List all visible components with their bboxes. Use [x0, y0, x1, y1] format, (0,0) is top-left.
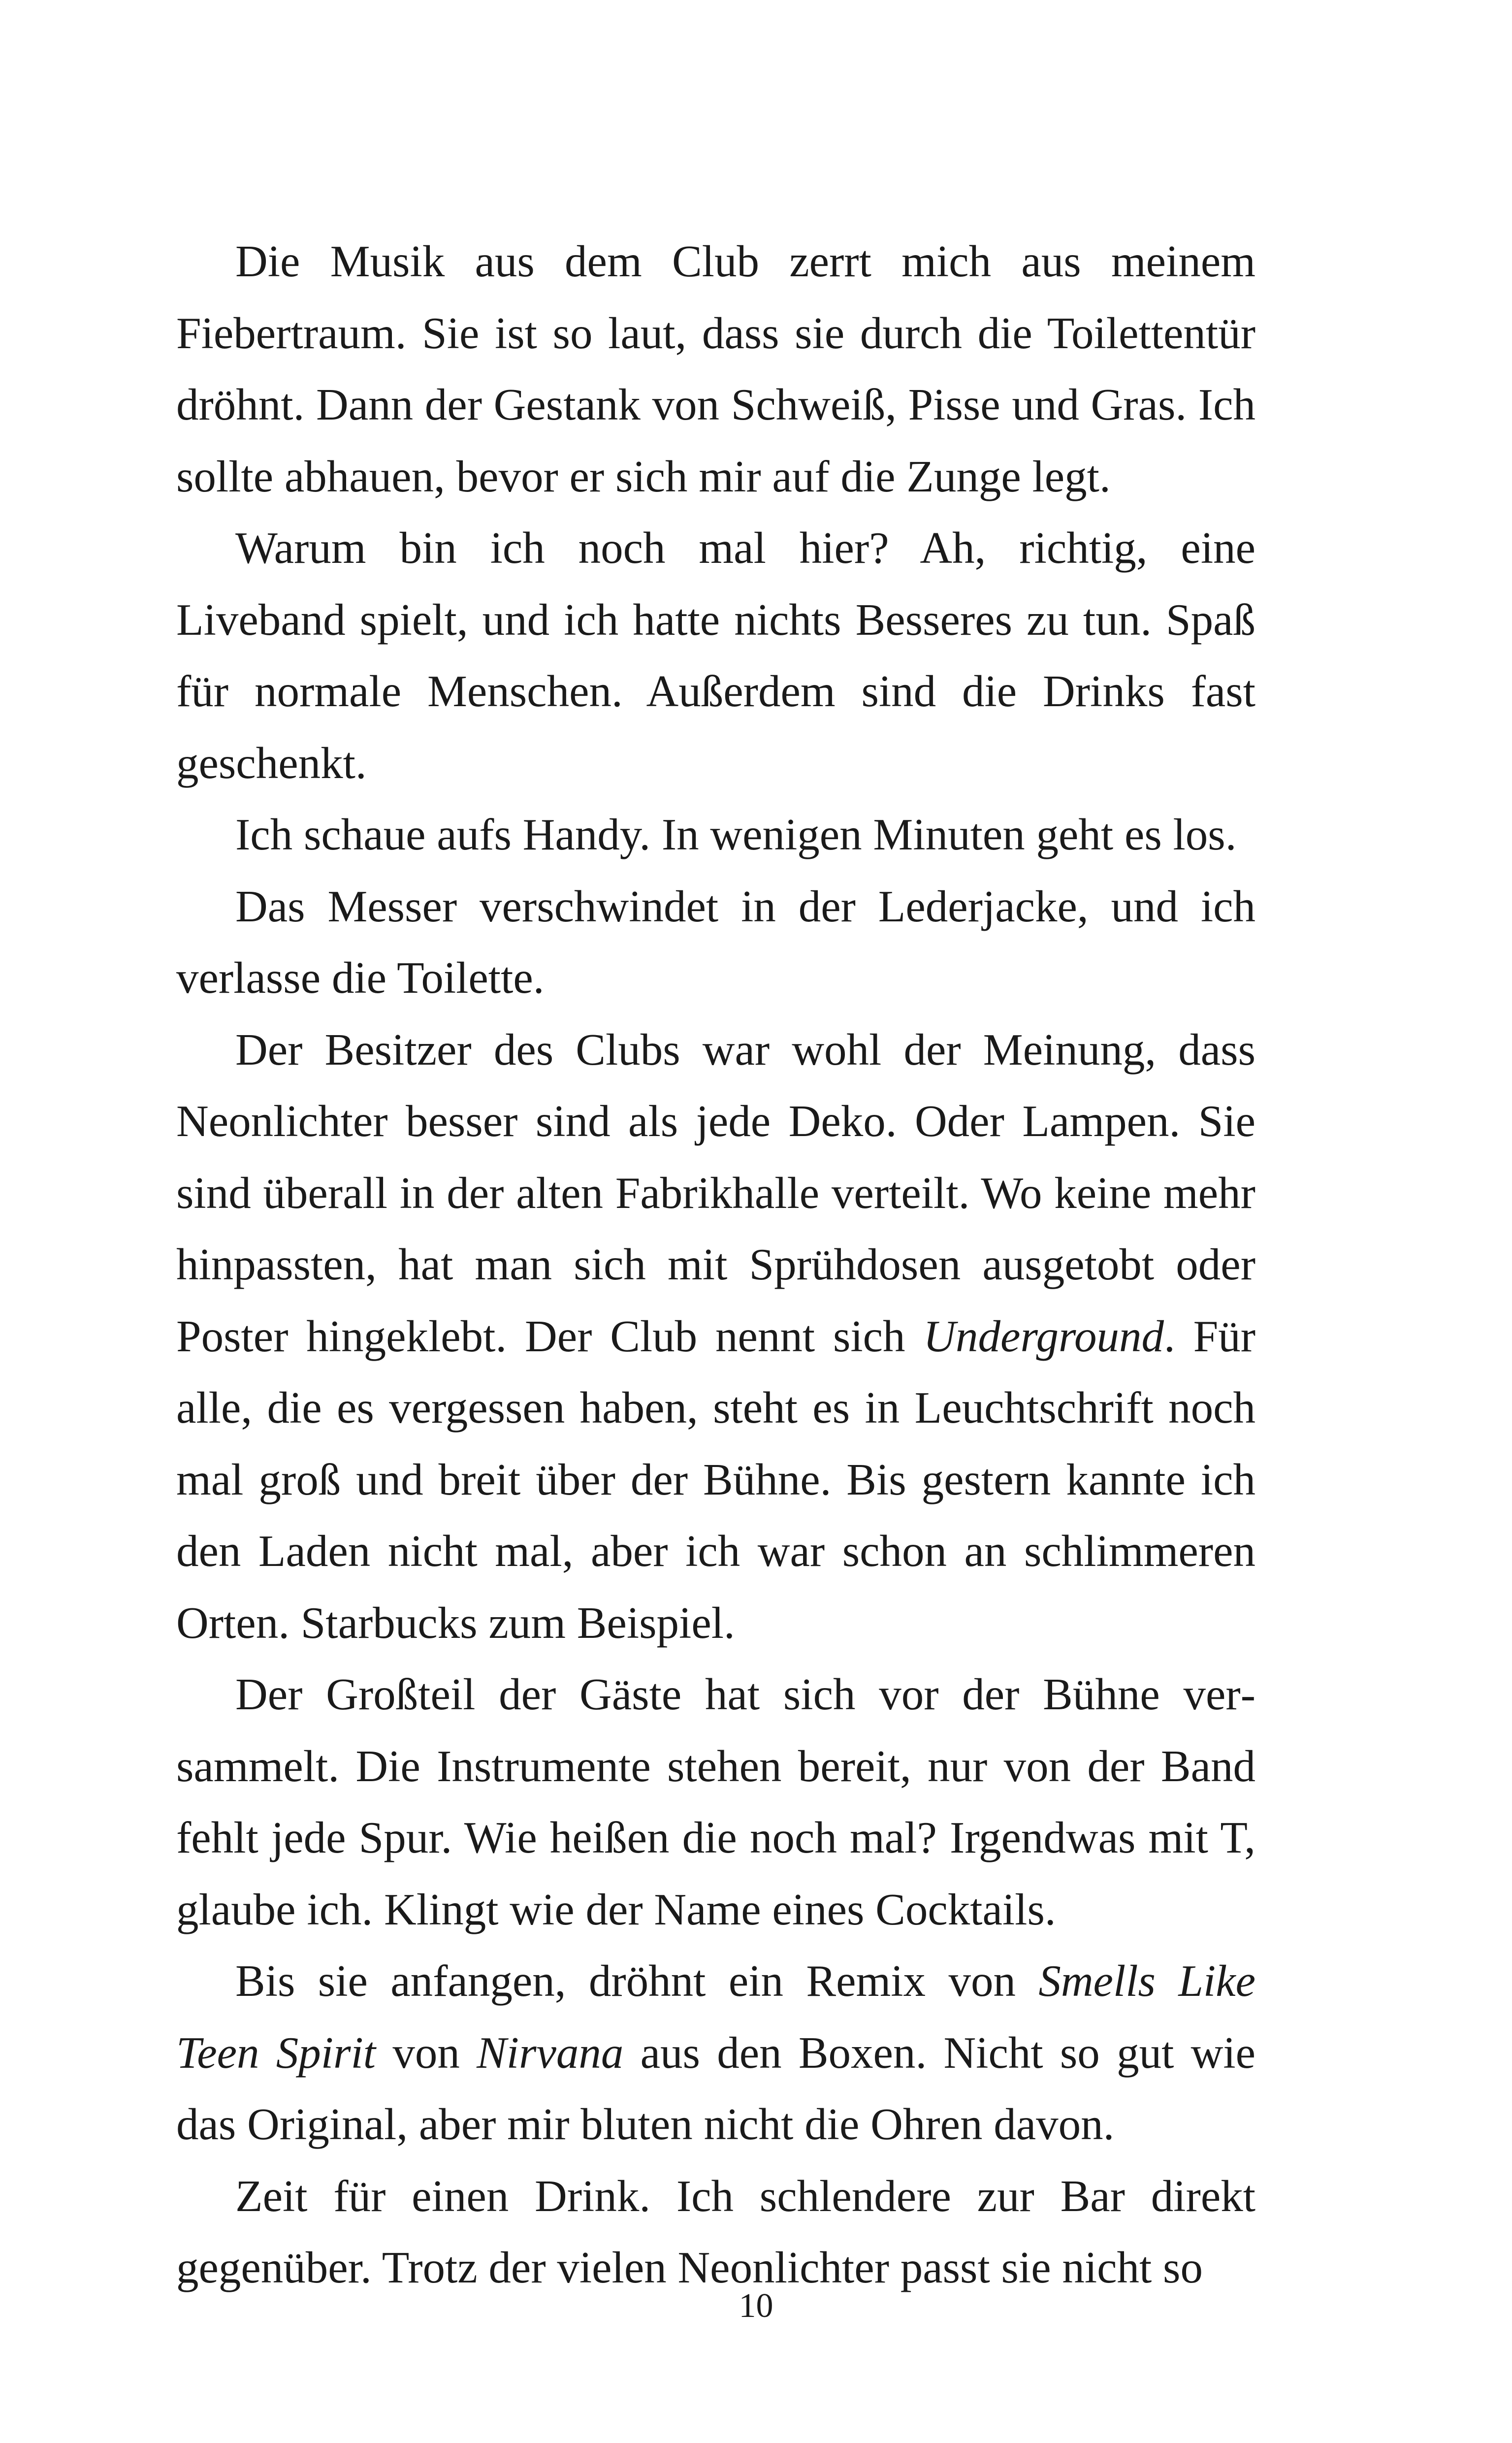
text-run: Bis sie anfangen, dröhnt ein Remix von — [235, 1956, 1039, 2006]
text-run: . Für alle, die es vergessen haben, steht es in Leuchtschrift noch mal groß und breit über der Bühne. Bis gestern kannte ich den Laden nicht mal, aber ich war schon an schlimmeren Orten. Starbucks zum Beispiel. — [176, 1311, 1255, 1648]
paragraph — [176, 1945, 1255, 2160]
text-run: von — [376, 2027, 477, 2078]
page-number: 10 — [739, 2287, 773, 2325]
paragraph — [176, 871, 1255, 1014]
text-run: Zeit für einen Drink. Ich schlendere zur Bar direkt gegenüber. Trotz der vielen Neonlichter passt sie nicht so — [176, 2171, 1255, 2292]
text-run: Ich schaue aufs Handy. In wenigen Minuten geht es los. — [235, 810, 1237, 859]
paragraph — [176, 799, 1255, 871]
text-run: Der Besitzer des Clubs war wohl der Meinung, dass Neonlichter besser sind als jede Deko. Oder Lampen. Sie sind überall in der alten Fabrikhalle verteilt. Wo keine mehr hinpassten, hat man sich mit Sprühdosen ausgetobt oder Poster hingeklebt. Der Club nennt sich — [176, 1024, 1255, 1361]
paragraph — [176, 2160, 1255, 2304]
paragraph — [176, 226, 1255, 512]
italic-title: Underground — [923, 1311, 1164, 1361]
body-text — [176, 226, 1255, 2304]
paragraph — [176, 1014, 1255, 1659]
text-run: aus den Boxen. Nicht so gut wie das Original, aber mir bluten nicht die Ohren davon. — [176, 2027, 1255, 2149]
text-run: Die Musik aus dem Club zerrt mich aus meinem Fiebertraum. Sie ist so laut, dass sie durch die Toilettentür dröhnt. Dann der Gestank von Schweiß, Pisse und Gras. Ich sollte abhauen, bevor er sich mir auf die Zunge legt. — [176, 236, 1255, 501]
text-run: Warum bin ich noch mal hier? Ah, richtig, eine Liveband spielt, und ich hatte nichts Besseres zu tun. Spaß für normale Menschen. Außerdem sind die Drinks fast geschenkt. — [176, 523, 1255, 788]
paragraph — [176, 1659, 1255, 1945]
text-run: Das Messer verschwindet in der Lederjacke, und ich verlasse die Toilette. — [176, 881, 1255, 1003]
text-run: Der Großteil der Gäste hat sich vor der Bühne versammelt. Die Instrumente stehen bereit, nur von der Band fehlt jede Spur. Wie heißen die noch mal? Irgendwas mit T, glaube ich. Klingt wie der Name eines Cocktails. — [176, 1669, 1255, 1934]
italic-title: Smells Like Teen Spirit — [176, 1956, 1255, 2078]
paragraph — [176, 512, 1255, 799]
italic-title: Nirvana — [477, 2027, 624, 2078]
